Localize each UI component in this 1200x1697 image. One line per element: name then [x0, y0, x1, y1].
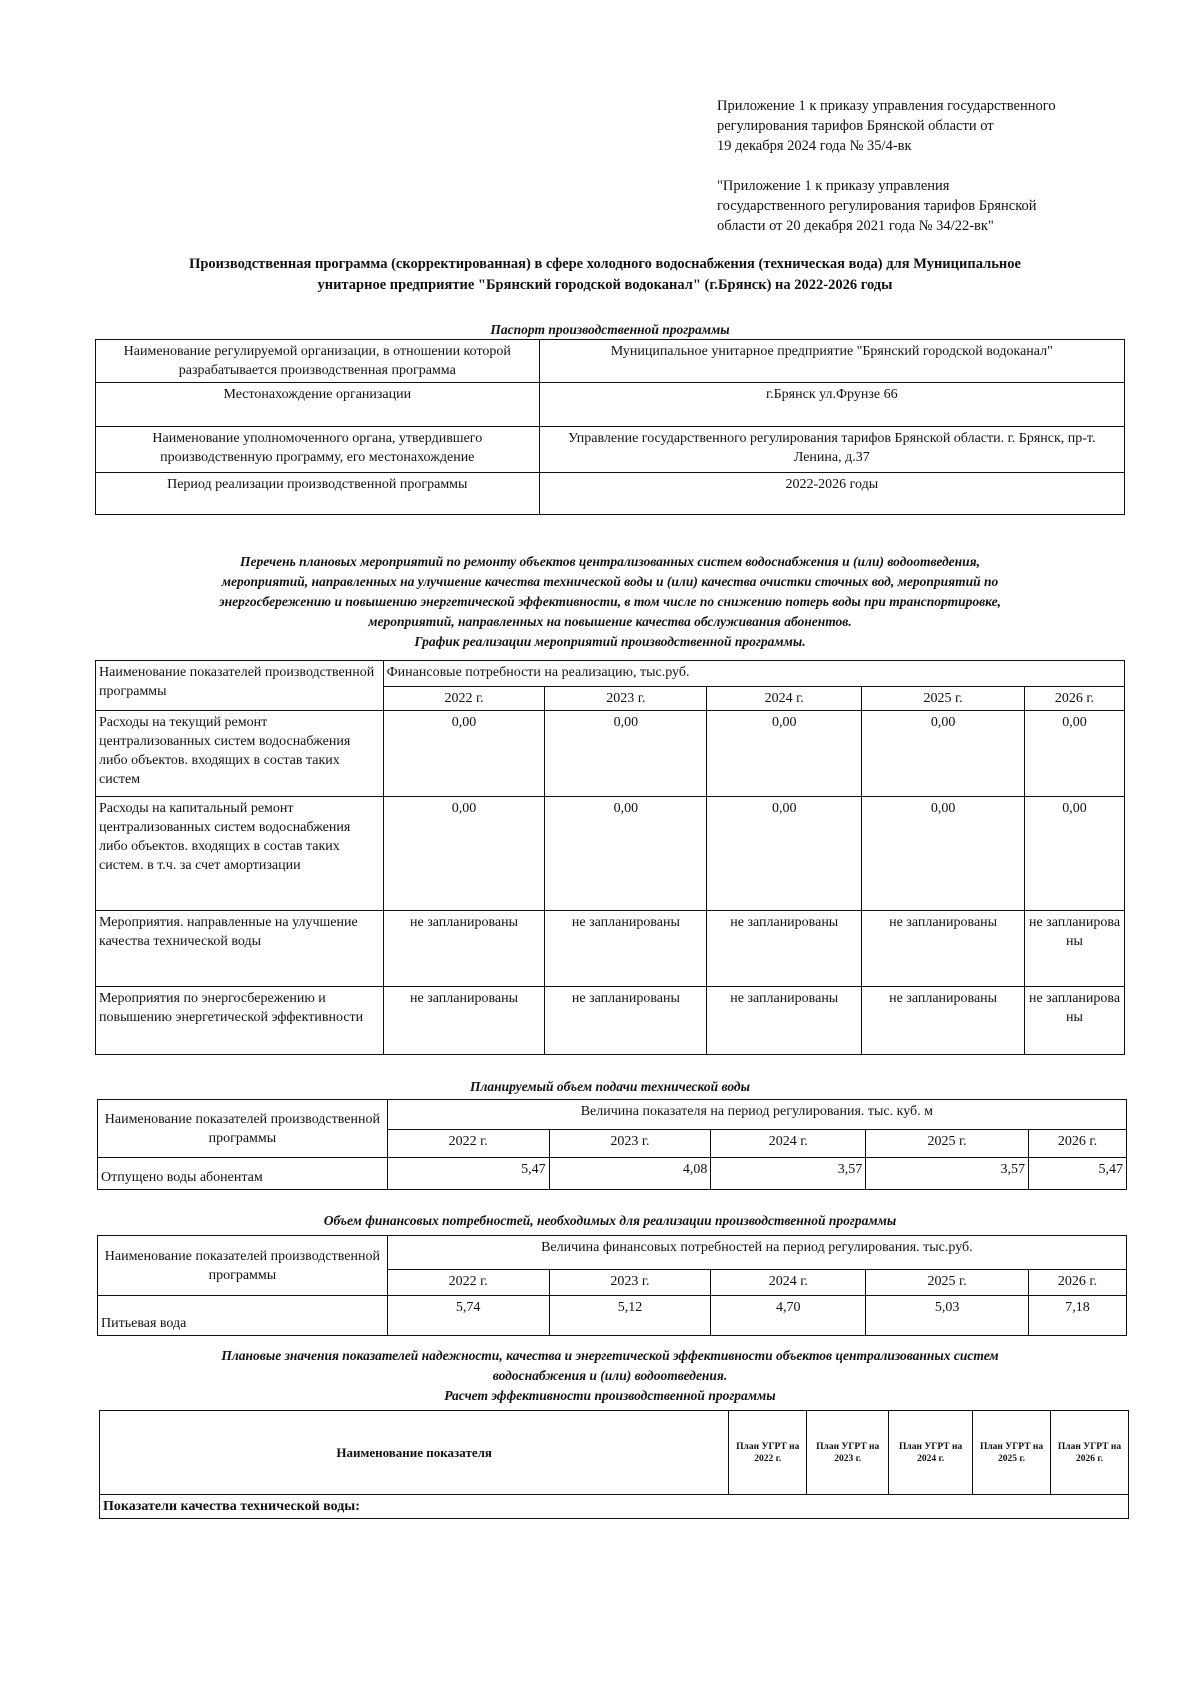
passport-table: [95, 339, 1125, 515]
passport-value: Управление государственного регулирования тарифов Брянской области. г. Брянск, пр-т. Ленина, д.37: [539, 427, 1124, 473]
plan-header: План УГРТ на 2026 г.: [1051, 1411, 1129, 1495]
appendix-line: регулирования тарифов Брянской области от: [717, 118, 994, 134]
cell-value: 0,00: [1025, 797, 1125, 911]
passport-label: Наименование регулируемой организации, в отношении которой разрабатывается производственная программа: [96, 340, 540, 383]
cell-value: 0,00: [383, 797, 545, 911]
document-title: [80, 254, 1130, 296]
row-label: Мероприятия по энергосбережению и повышению энергетической эффективности: [96, 987, 384, 1055]
group-header: Финансовые потребности на реализацию, тыс.руб.: [383, 661, 1124, 687]
measures-heading-line: Перечень плановых мероприятий по ремонту объектов централизованных систем водоснабжения и (или) водоотведения,: [239, 554, 980, 569]
row-label: Питьевая вода: [98, 1296, 388, 1336]
cell-value: не запланированы: [545, 911, 707, 987]
cell-value: 3,57: [711, 1158, 866, 1190]
passport-value: г.Брянск ул.Фрунзе 66: [539, 383, 1124, 427]
year-header: 2023 г.: [549, 1270, 711, 1296]
cell-value: не запланирова ны: [1025, 911, 1125, 987]
cell-value: 0,00: [707, 711, 862, 797]
measures-heading-line: энергосбережению и повышению энергетической эффективности, в том числе по снижению потерь воды при транспортировке,: [219, 594, 1001, 609]
section-row-label: Показатели качества технической воды:: [100, 1495, 1129, 1519]
previous-appendix-line: области от 20 декабря 2021 года № 34/22-вк": [717, 218, 994, 234]
passport-row: [96, 473, 1125, 515]
year-header: 2022 г.: [383, 687, 545, 711]
passport-row: [96, 340, 1125, 383]
year-header: 2024 г.: [711, 1270, 866, 1296]
calc-heading: Расчет эффективности производственной программы: [444, 1388, 776, 1403]
cell-value: 4,70: [711, 1296, 866, 1336]
passport-label: Наименование уполномоченного органа, утвердившего производственную программу, его местонахождение: [96, 427, 540, 473]
row-label: Мероприятия. направленные на улучшение качества технической воды: [96, 911, 384, 987]
plan-header: План УГРТ на 2024 г.: [889, 1411, 973, 1495]
cell-value: 3,57: [866, 1158, 1029, 1190]
year-header: 2023 г.: [549, 1130, 711, 1158]
year-header: 2025 г.: [866, 1270, 1029, 1296]
cell-value: 5,47: [387, 1158, 549, 1190]
table-row: [98, 1158, 1127, 1190]
section-row: [100, 1495, 1129, 1519]
previous-appendix-block: [717, 176, 1037, 236]
group-header: Величина финансовых потребностей на период регулирования. тыс.руб.: [387, 1236, 1126, 1270]
cell-value: не запланированы: [707, 987, 862, 1055]
table-row: [96, 987, 1125, 1055]
passport-value: Муниципальное унитарное предприятие "Брянский городской водоканал": [539, 340, 1124, 383]
column-header: Наименование показателей производственной программы: [96, 661, 384, 711]
cell-value: не запланированы: [383, 987, 545, 1055]
finance-table: [97, 1235, 1127, 1336]
column-header: Наименование показателей производственной программы: [98, 1100, 388, 1158]
cell-value: 7,18: [1029, 1296, 1127, 1336]
cell-value: 5,03: [866, 1296, 1029, 1336]
measures-heading-line: мероприятий, направленных на улучшение качества технической воды и (или) качества очистки сточных вод, мероприятий по: [221, 574, 999, 589]
row-label: Расходы на текущий ремонт централизованных систем водоснабжения либо объектов. входящих в состав таких систем: [96, 711, 384, 797]
plan-header: План УГРТ на 2022 г.: [729, 1411, 807, 1495]
cell-value: не запланированы: [383, 911, 545, 987]
table-row: [96, 911, 1125, 987]
previous-appendix-line: государственного регулирования тарифов Брянской: [717, 198, 1037, 214]
cell-value: 0,00: [862, 711, 1025, 797]
schedule-heading: График реализации мероприятий производственной программы.: [414, 634, 806, 649]
efficiency-table: [99, 1410, 1129, 1519]
cell-value: 5,47: [1029, 1158, 1127, 1190]
cell-value: не запланирова ны: [1025, 987, 1125, 1055]
cell-value: не запланированы: [545, 987, 707, 1055]
passport-row: [96, 427, 1125, 473]
efficiency-heading: [80, 1346, 1140, 1406]
year-header: 2026 г.: [1029, 1270, 1127, 1296]
cell-value: 0,00: [707, 797, 862, 911]
year-header: 2025 г.: [866, 1130, 1029, 1158]
table-row: [96, 797, 1125, 911]
row-label: Расходы на капитальный ремонт централизованных систем водоснабжения либо объектов. входящих в состав таких систем. в т.ч. за счет амортизации: [96, 797, 384, 911]
cell-value: 5,74: [387, 1296, 549, 1336]
measures-table: [95, 660, 1125, 1055]
year-header: 2022 г.: [387, 1270, 549, 1296]
previous-appendix-line: "Приложение 1 к приказу управления: [717, 178, 950, 194]
group-header: Величина показателя на период регулирования. тыс. куб. м: [387, 1100, 1126, 1130]
cell-value: 4,08: [549, 1158, 711, 1190]
passport-row: [96, 383, 1125, 427]
table-row: [96, 711, 1125, 797]
cell-value: 5,12: [549, 1296, 711, 1336]
column-header: Наименование показателя: [100, 1411, 729, 1495]
supply-heading: Планируемый объем подачи технической воды: [470, 1079, 750, 1094]
passport-value: 2022-2026 годы: [539, 473, 1124, 515]
appendix-block: [717, 96, 1056, 156]
measures-heading-line: мероприятий, направленных на повышение качества обслуживания абонентов.: [368, 614, 852, 629]
plan-header: План УГРТ на 2023 г.: [807, 1411, 889, 1495]
finance-heading: Объем финансовых потребностей, необходимых для реализации производственной программы: [323, 1213, 897, 1228]
year-header: 2023 г.: [545, 687, 707, 711]
year-header: 2026 г.: [1029, 1130, 1127, 1158]
cell-value: 0,00: [545, 797, 707, 911]
cell-value: 0,00: [383, 711, 545, 797]
passport-label: Период реализации производственной программы: [96, 473, 540, 515]
year-header: 2024 г.: [711, 1130, 866, 1158]
row-label: Отпущено воды абонентам: [98, 1158, 388, 1190]
appendix-line: 19 декабря 2024 года № 35/4-вк: [717, 138, 912, 154]
year-header: 2026 г.: [1025, 687, 1125, 711]
cell-value: не запланированы: [862, 911, 1025, 987]
cell-value: не запланированы: [707, 911, 862, 987]
document-title-line: Производственная программа (скорректированная) в сфере холодного водоснабжения (техническая вода) для Муниципальное: [189, 256, 1021, 272]
cell-value: 0,00: [862, 797, 1025, 911]
plan-header: План УГРТ на 2025 г.: [973, 1411, 1051, 1495]
year-header: 2025 г.: [862, 687, 1025, 711]
efficiency-heading-line: водоснабжения и (или) водоотведения.: [492, 1368, 728, 1383]
cell-value: 0,00: [1025, 711, 1125, 797]
cell-value: 0,00: [545, 711, 707, 797]
year-header: 2024 г.: [707, 687, 862, 711]
document-title-line: унитарное предприятие "Брянский городской водоканал" (г.Брянск) на 2022-2026 годы: [317, 277, 893, 293]
appendix-line: Приложение 1 к приказу управления государственного: [717, 98, 1056, 114]
supply-table: [97, 1099, 1127, 1190]
year-header: 2022 г.: [387, 1130, 549, 1158]
measures-heading: [80, 552, 1140, 652]
column-header: Наименование показателей производственной программы: [98, 1236, 388, 1296]
passport-label: Местонахождение организации: [96, 383, 540, 427]
efficiency-heading-line: Плановые значения показателей надежности, качества и энергетической эффективности объектов централизованных систем: [221, 1348, 999, 1363]
cell-value: не запланированы: [862, 987, 1025, 1055]
table-row: [98, 1296, 1127, 1336]
passport-heading: Паспорт производственной программы: [490, 322, 730, 337]
